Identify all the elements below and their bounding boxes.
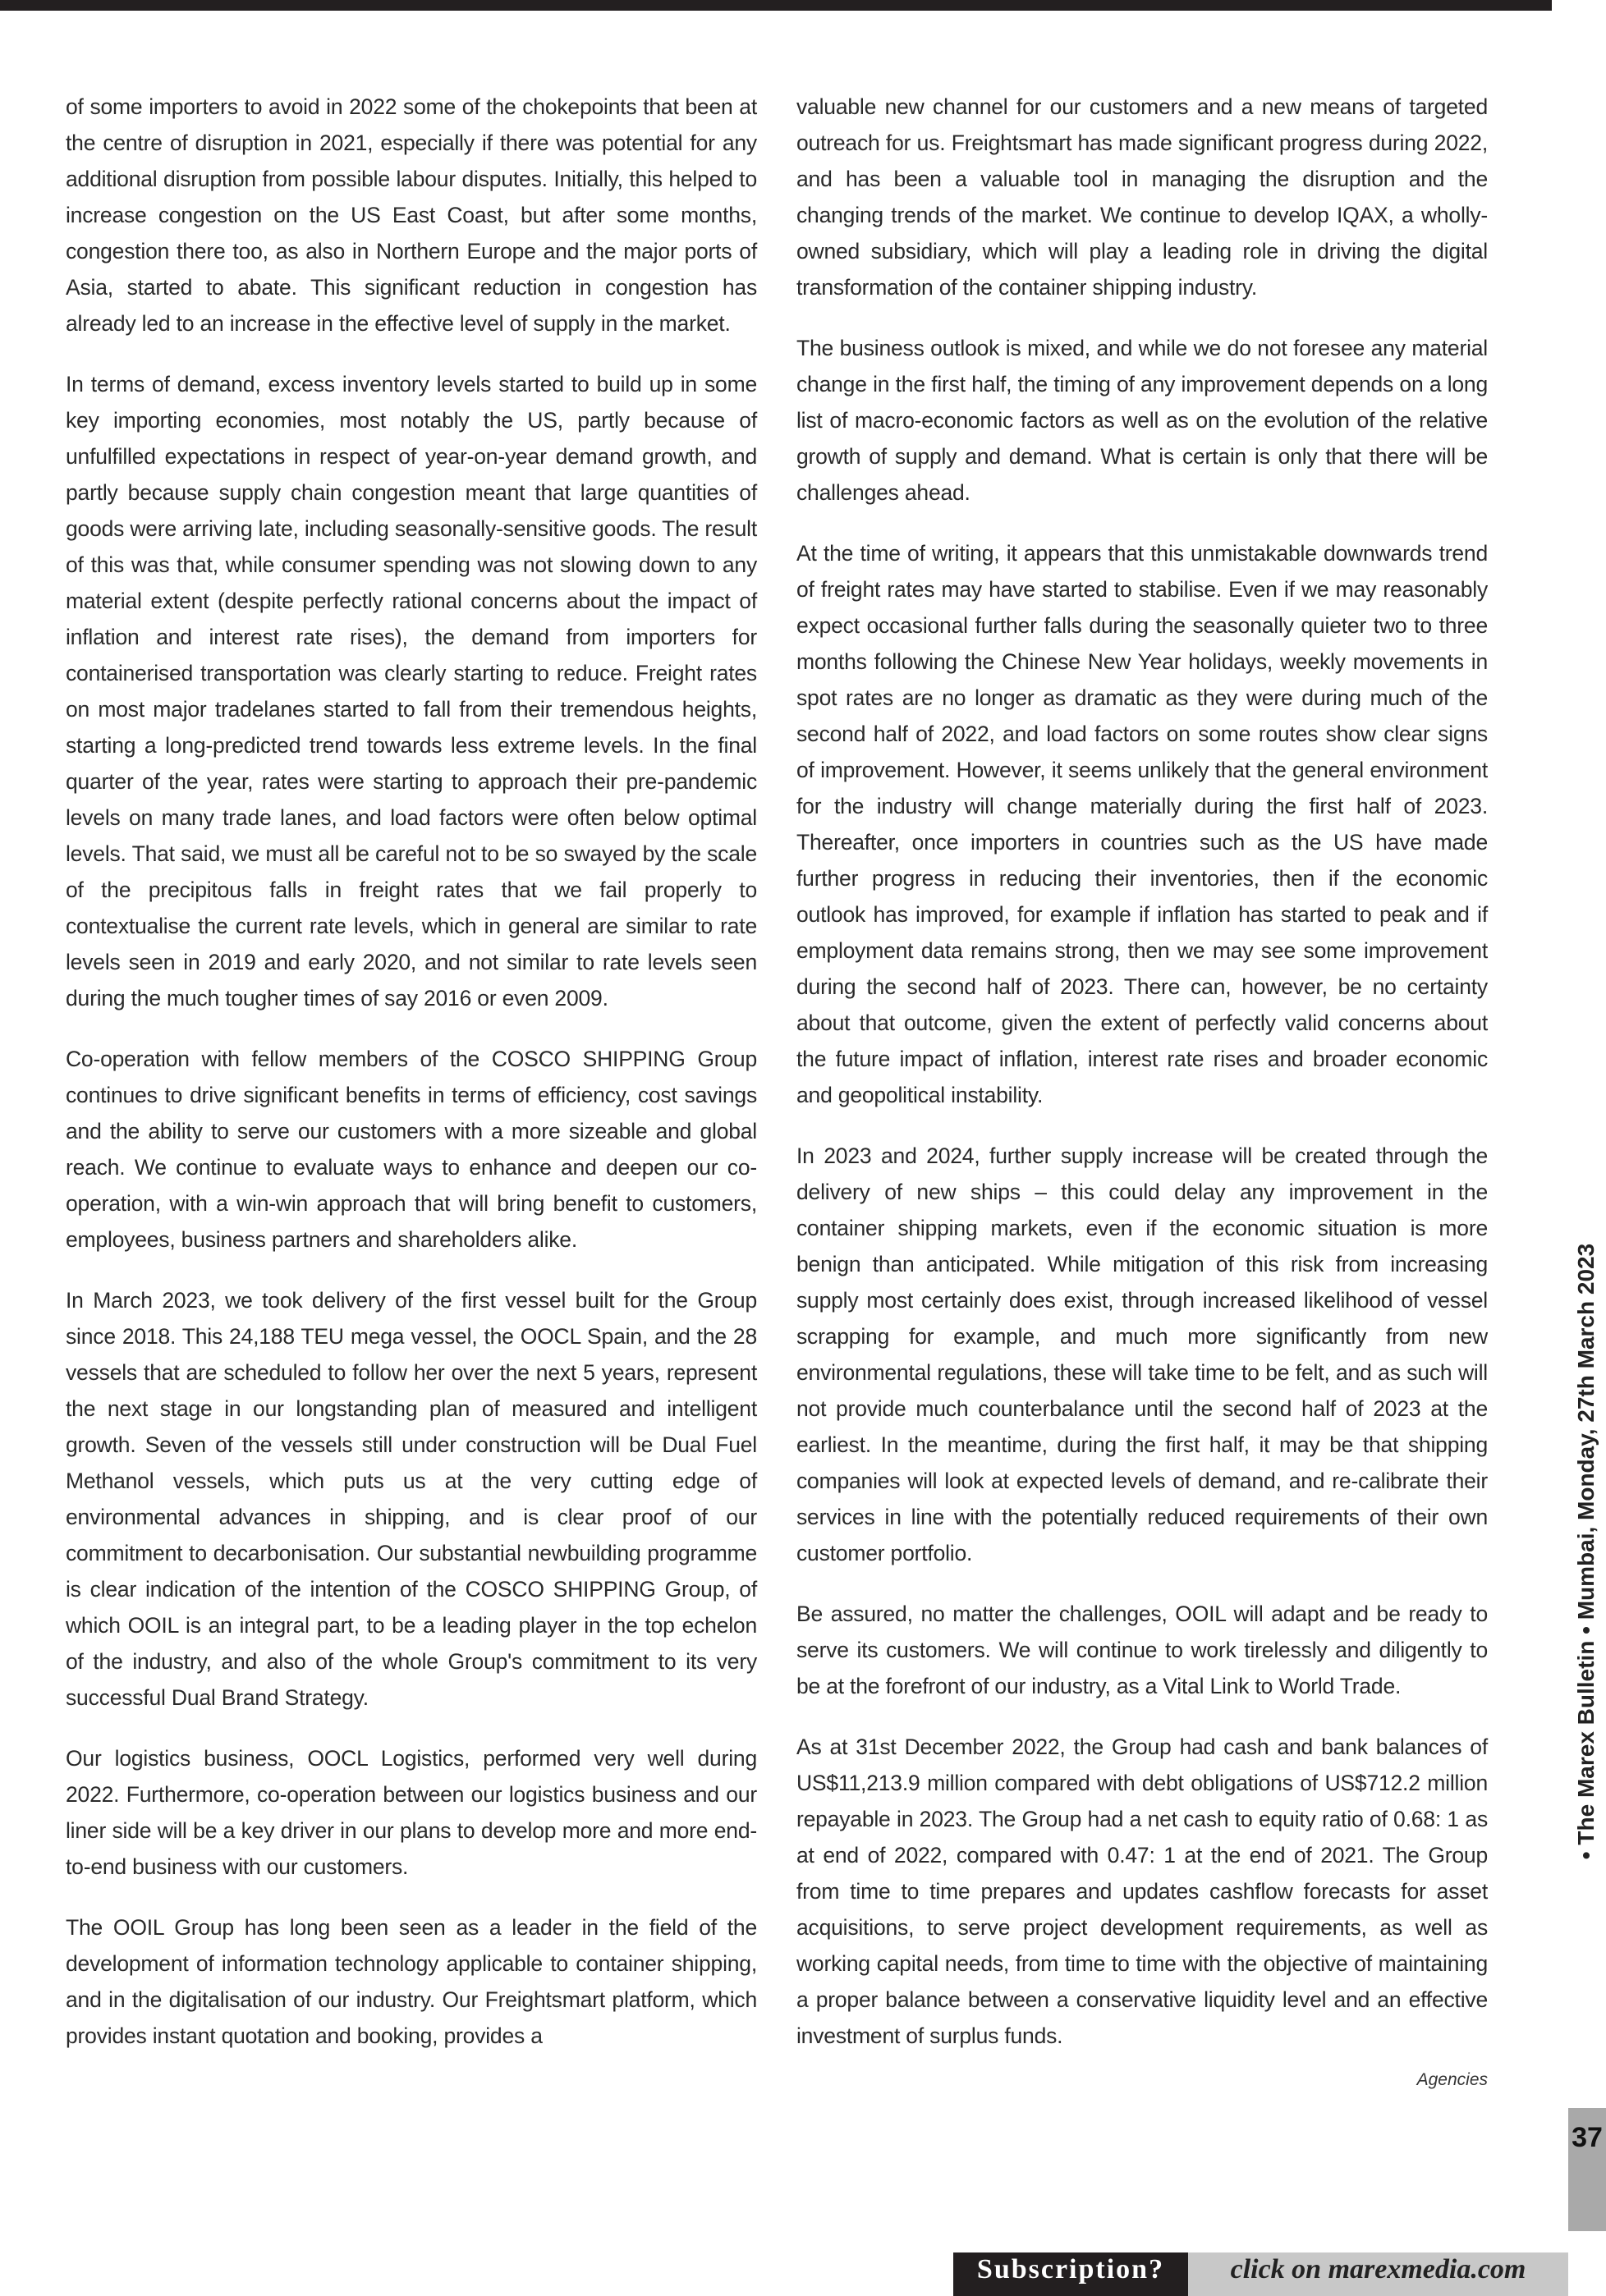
- paragraph: Be assured, no matter the challenges, OOIL will adapt and be ready to serve its customers. We will continue to work tirelessly and diligently to be at the forefront of our industry, as a Vital Link to World Trade.: [796, 1602, 1488, 1698]
- subscription-label[interactable]: Subscription?: [976, 2254, 1165, 2285]
- paragraph: In March 2023, we took delivery of the first vessel built for the Group since 2018. This 24,188 TEU mega vessel, the OOCL Spain, and the 28 vessels that are scheduled to follow her over the next 5 years, represent the next stage in our longstanding plan of measured and intelligent growth. Seven of the vessels still under construction will be Dual Fuel Methanol vessels, which puts us at the very cutting edge of environmental advances in shipping, and is clear proof of our commitment to decarbonisation. Our substantial newbuilding programme is clear indication of the intention of the COSCO SHIPPING Group, of which OOIL is an integral part, to be a leading player in the top echelon of the industry, and also of the whole Group's commitment to its very successful Dual Brand Strategy.: [66, 1288, 757, 1710]
- paragraph: Co-operation with fellow members of the COSCO SHIPPING Group continues to drive significant benefits in terms of efficiency, cost savings and the ability to serve our customers with a more sizeable and global reach. We continue to evaluate ways to enhance and deepen our co-operation, with a win-win approach that will bring benefit to customers, employees, business partners and shareholders alike.: [66, 1047, 757, 1252]
- paragraph: In terms of demand, excess inventory levels started to build up in some key importing economies, most notably the US, partly because of unfulfilled expectations in respect of year-on-year demand growth, and partly because supply chain congestion meant that large quantities of goods were arriving late, including seasonally-sensitive goods. The result of this was that, while consumer spending was not slowing down to any material extent (despite perfectly rational concerns about the impact of inflation and interest rate rises), the demand from importers for containerised transportation was clearly starting to reduce. Freight rates on most major tradelanes started to fall from their tremendous heights, starting a long-predicted trend towards less extreme levels. In the final quarter of the year, rates were starting to approach their pre-pandemic levels on many trade lanes, and load factors were often below optimal levels. That said, we must all be careful not to be so swayed by the scale of the precipitous falls in freight rates that we fail properly to contextualise the current rate levels, which in general are similar to rate levels seen in 2019 and early 2020, and not similar to rate levels seen during the much tougher times of say 2016 or even 2009.: [66, 372, 758, 1011]
- paragraph: The business outlook is mixed, and while we do not foresee any material change in the first half, the timing of any improvement depends on a long list of macro-economic factors as well as on the evolution of the relative growth of supply and demand. What is certain is only that there will be challenges ahead.: [796, 336, 1488, 505]
- paragraph: In 2023 and 2024, further supply increase will be created through the delivery of new ships – this could delay any improvement in the container shipping markets, even if the economic situation is more benign than anticipated. While mitigation of this risk from increasing supply most certainly does exist, through increased likelihood of vessel scrapping for example, and much more significantly from new environmental regulations, these will take time to be felt, and as such will not provide much counterbalance until the second half of 2023 at the earliest. In the meantime, during the first half, it may be that shipping companies will look at expected levels of demand, and re-calibrate their services in line with the potentially reduced requirements of their own customer portfolio.: [796, 1143, 1488, 1565]
- paragraph: At the time of writing, it appears that this unmistakable downwards trend of freight rates may have started to stabilise. Even if we may reasonably expect occasional further falls during the seasonally quieter two to three months following the Chinese New Year holidays, weekly movements in spot rates are no longer as dramatic as they were during much of the second half of 2022, and load factors on some routes show clear signs of improvement. However, it seems unlikely that the general environment for the industry will change materially during the first half of 2023. Thereafter, once importers in countries such as the US have made further progress in reducing their inventories, then if the economic outlook has improved, for example if inflation has started to peak and if employment data remains strong, then we may see some improvement during the second half of 2023. There can, however, be no certainty about that outcome, given the extent of perfectly valid concerns about the future impact of inflation, interest rate rises and broader economic and geopolitical instability.: [796, 541, 1488, 1107]
- paragraph: of some importers to avoid in 2022 some of the chokepoints that been at the centre of disruption in 2021, especially if there was potential for any additional disruption from possible labour disputes. Initially, this helped to increase congestion on the US East Coast, but after some months, congestion there too, as also in Northern Europe and the major ports of Asia, started to abate. This significant reduction in congestion has already led to an increase in the effective level of supply in the market.: [66, 94, 757, 336]
- paragraph: The OOIL Group has long been seen as a leader in the field of the development of information technology applicable to container shipping, and in the digitalisation of our industry. Our Freightsmart platform, which provides instant quotation and booking, provides a: [66, 1915, 757, 2048]
- paragraph: Our logistics business, OOCL Logistics, performed very well during 2022. Furthermore, co-operation between our logistics business and our liner side will be a key driver in our plans to develop more and more end-to-end business with our customers.: [66, 1746, 757, 1879]
- paragraph: valuable new channel for our customers and a new means of targeted outreach for us. Freightsmart has made significant progress during 2022, and has been a valuable tool in managing the disruption and the changing trends of the market. We continue to develop IQAX, a wholly-owned subsidiary, which will play a leading role in driving the digital transformation of the container shipping industry.: [796, 94, 1488, 300]
- website-link[interactable]: click on marexmedia.com: [1230, 2254, 1526, 2285]
- top-rule: [0, 0, 1552, 11]
- page-number: 37: [1572, 2122, 1603, 2153]
- article-credit: Agencies: [1416, 2070, 1488, 2089]
- paragraph: As at 31st December 2022, the Group had cash and bank balances of US$11,213.9 million compared with debt obligations of US$712.2 million repayable in 2023. The Group had a net cash to equity ratio of 0.68: 1 as at end of 2022, compared with 0.47: 1 at the end of 2021. The Group from time to time prepares and updates cashflow forecasts for asset acquisitions, to serve project development requirements, as well as working capital needs, from time to time with the objective of maintaining a proper balance between a conservative liquidity level and an effective investment of surplus funds.: [796, 1735, 1488, 2048]
- vertical-running-header: • The Marex Bulletin • Mumbai, Monday, 27th March 2023: [1573, 1243, 1599, 1860]
- right-column: [796, 89, 1488, 2078]
- left-column: [66, 89, 757, 2078]
